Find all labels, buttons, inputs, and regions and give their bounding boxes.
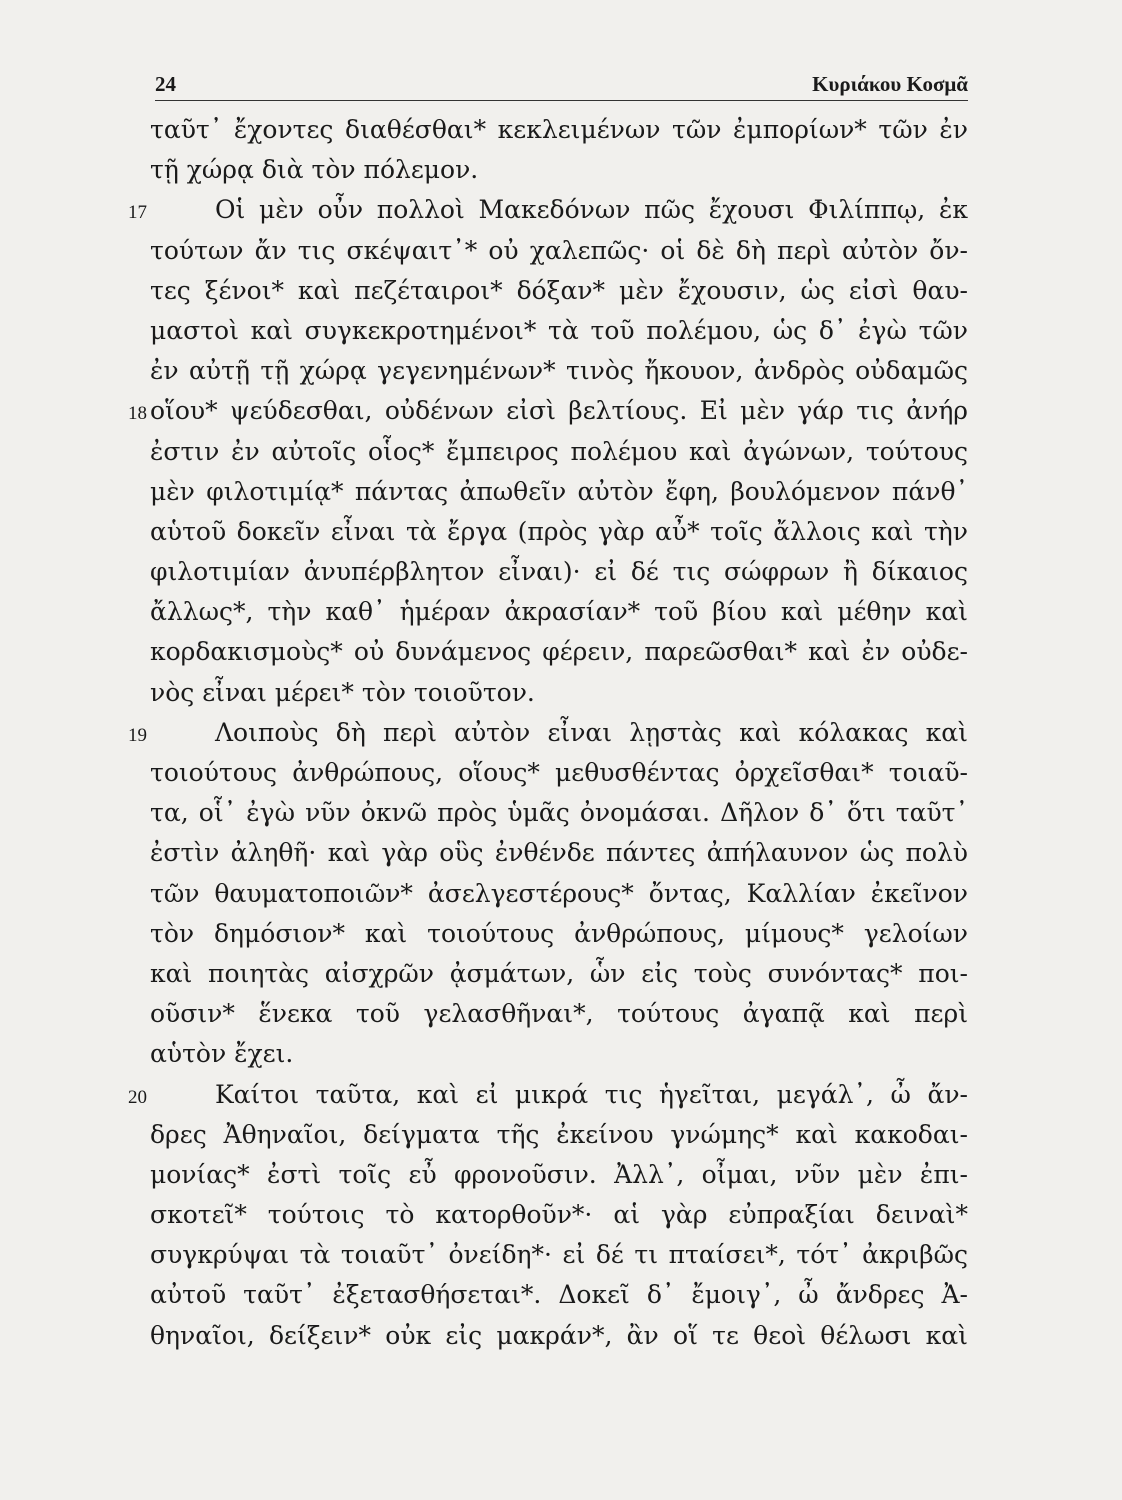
text-line	[0, 673, 1122, 713]
line-text: δρες Ἀθηναῖοι, δείγματα τῆς ἐκείνου γνώμης* καὶ κακοδαι-	[150, 1119, 968, 1149]
text-line	[0, 793, 1122, 833]
text-line	[0, 954, 1122, 994]
text-line	[0, 1155, 1122, 1195]
body-text	[0, 110, 1122, 1356]
running-head: Κυριάκου Κοσμᾶ	[812, 72, 968, 96]
text-line	[0, 472, 1122, 512]
line-text: καὶ ποιητὰς αἰσχρῶν ᾀσμάτων, ὧν εἰς τοὺς συνόντας* ποι-	[150, 958, 968, 988]
text-line	[0, 311, 1122, 351]
line-text: ἐστὶν ἀληθῆ· καὶ γὰρ οὓς ἐνθένδε πάντες ἀπήλαυνον ὡς πολὺ	[150, 838, 968, 868]
line-text: τοιούτους ἀνθρώπους, οἵους* μεθυσθέντας ὀρχεῖσθαι* τοιαῦ-	[150, 758, 968, 787]
line-text: νὸς εἶναι μέρει* τὸν τοιοῦτον.	[150, 677, 535, 707]
section-number: 19	[128, 724, 147, 746]
text-line	[0, 592, 1122, 632]
line-text: συγκρύψαι τὰ τοιαῦτ᾽ ὀνείδη*· εἰ δέ τι πταίσει*, τότ᾽ ἀκριβῶς	[150, 1240, 968, 1270]
line-text: ἐν αὐτῇ τῇ χώρᾳ γεγενημένων* τινὸς ἤκουον, ἀνδρὸς οὐδαμῶς	[150, 356, 968, 386]
line-text: οῦσιν* ἕνεκα τοῦ γελασθῆναι*, τούτους ἀγαπᾷ καὶ περὶ	[150, 999, 968, 1029]
line-text: ἐστιν ἐν αὐτοῖς οἷος* ἔμπειρος πολέμου καὶ ἀγώνων, τούτους	[150, 436, 968, 466]
text-line	[0, 351, 1122, 391]
text-line	[0, 994, 1122, 1034]
section-number: 20	[128, 1086, 147, 1108]
section-number: 17	[128, 202, 147, 224]
line-text: αὑτοῦ δοκεῖν εἶναι τὰ ἔργα (πρὸς γὰρ αὖ* τοῖς ἄλλοις καὶ τὴν	[150, 516, 968, 546]
line-text: μὲν φιλοτιμίᾳ* πάντας ἀπωθεῖν αὐτὸν ἔφη, βουλόμενον πάνθ᾽	[150, 476, 968, 506]
text-line	[0, 271, 1122, 311]
line-text: τα, οἷ᾽ ἐγὼ νῦν ὀκνῶ πρὸς ὑμᾶς ὀνομάσαι. Δῆλον δ᾽ ὅτι ταῦτ᾽	[150, 798, 968, 828]
line-text: Λοιποὺς δὴ περὶ αὐτὸν εἶναι λῃστὰς καὶ κόλακας καὶ	[215, 717, 968, 747]
text-line	[0, 1075, 1122, 1115]
text-line	[0, 552, 1122, 592]
page-number: 24	[155, 72, 176, 96]
line-text: Καίτοι ταῦτα, καὶ εἰ μικρά τις ἡγεῖται, μεγάλ᾽, ὦ ἄν-	[215, 1079, 968, 1109]
text-line	[0, 110, 1122, 150]
text-line	[0, 632, 1122, 672]
text-line	[0, 713, 1122, 753]
line-text: κορδακισμοὺς* οὐ δυνάμενος φέρειν, παρεῶσθαι* καὶ ἐν οὐδε-	[150, 637, 968, 667]
line-text: τες ξένοι* καὶ πεζέταιροι* δόξαν* μὲν ἔχουσιν, ὡς εἰσὶ θαυ-	[150, 275, 968, 305]
text-line	[0, 512, 1122, 552]
line-text: αὐτοῦ ταῦτ᾽ ἐξετασθήσεται*. Δοκεῖ δ᾽ ἔμοιγ᾽, ὦ ἄνδρες Ἀ-	[150, 1280, 968, 1310]
line-text: ἄλλως*, τὴν καθ᾽ ἡμέραν ἀκρασίαν* τοῦ βίου καὶ μέθην καὶ	[150, 597, 968, 627]
text-line	[0, 391, 1122, 431]
section-number: 18	[128, 403, 147, 425]
text-line	[0, 753, 1122, 793]
line-text: φιλοτιμίαν ἀνυπέρβλητον εἶναι)· εἰ δέ τις σώφρων ἢ δίκαιος	[150, 557, 968, 587]
line-text: μονίας* ἐστὶ τοῖς εὖ φρονοῦσιν. Ἀλλ᾽, οἶμαι, νῦν μὲν ἐπι-	[150, 1159, 968, 1189]
text-line	[0, 874, 1122, 914]
text-line	[0, 231, 1122, 271]
line-text: αὑτὸν ἔχει.	[150, 1039, 294, 1069]
text-line	[0, 1034, 1122, 1074]
text-line	[0, 190, 1122, 230]
line-text: οἵου* ψεύδεσθαι, οὐδένων εἰσὶ βελτίους. Εἰ μὲν γάρ τις ἀνήρ	[150, 396, 968, 426]
page-header	[155, 70, 968, 101]
line-text: Οἱ μὲν οὖν πολλοὶ Μακεδόνων πῶς ἔχουσι Φιλίππῳ, ἐκ	[215, 195, 968, 225]
line-text: ταῦτ᾽ ἔχοντες διαθέσθαι* κεκλειμένων τῶν ἐμπορίων* τῶν ἐν	[150, 115, 968, 144]
line-text: θηναῖοι, δείξειν* οὐκ εἰς μακράν*, ἂν οἵ τε θεοὶ θέλωσι καὶ	[150, 1320, 968, 1350]
text-line	[0, 1275, 1122, 1315]
text-line	[0, 914, 1122, 954]
text-line	[0, 833, 1122, 873]
line-text: σκοτεῖ* τούτοις τὸ κατορθοῦν*· αἱ γὰρ εὐπραξίαι δειναὶ*	[150, 1200, 968, 1230]
line-text: τῇ χώρᾳ διὰ τὸν πόλεμον.	[150, 155, 479, 185]
text-line	[0, 432, 1122, 472]
line-text: τὸν δημόσιον* καὶ τοιούτους ἀνθρώπους, μίμους* γελοίων	[150, 918, 968, 948]
text-line	[0, 1195, 1122, 1235]
line-text: μαστοὶ καὶ συγκεκροτημένοι* τὰ τοῦ πολέμου, ὡς δ᾽ ἐγὼ τῶν	[150, 315, 968, 345]
text-line	[0, 1235, 1122, 1275]
text-line	[0, 150, 1122, 190]
text-line	[0, 1316, 1122, 1356]
line-text: τῶν θαυματοποιῶν* ἀσελγεστέρους* ὄντας, Καλλίαν ἐκεῖνον	[150, 878, 968, 908]
line-text: τούτων ἄν τις σκέψαιτ᾽* οὐ χαλεπῶς· οἱ δὲ δὴ περὶ αὐτὸν ὄν-	[150, 235, 968, 265]
text-line	[0, 1115, 1122, 1155]
